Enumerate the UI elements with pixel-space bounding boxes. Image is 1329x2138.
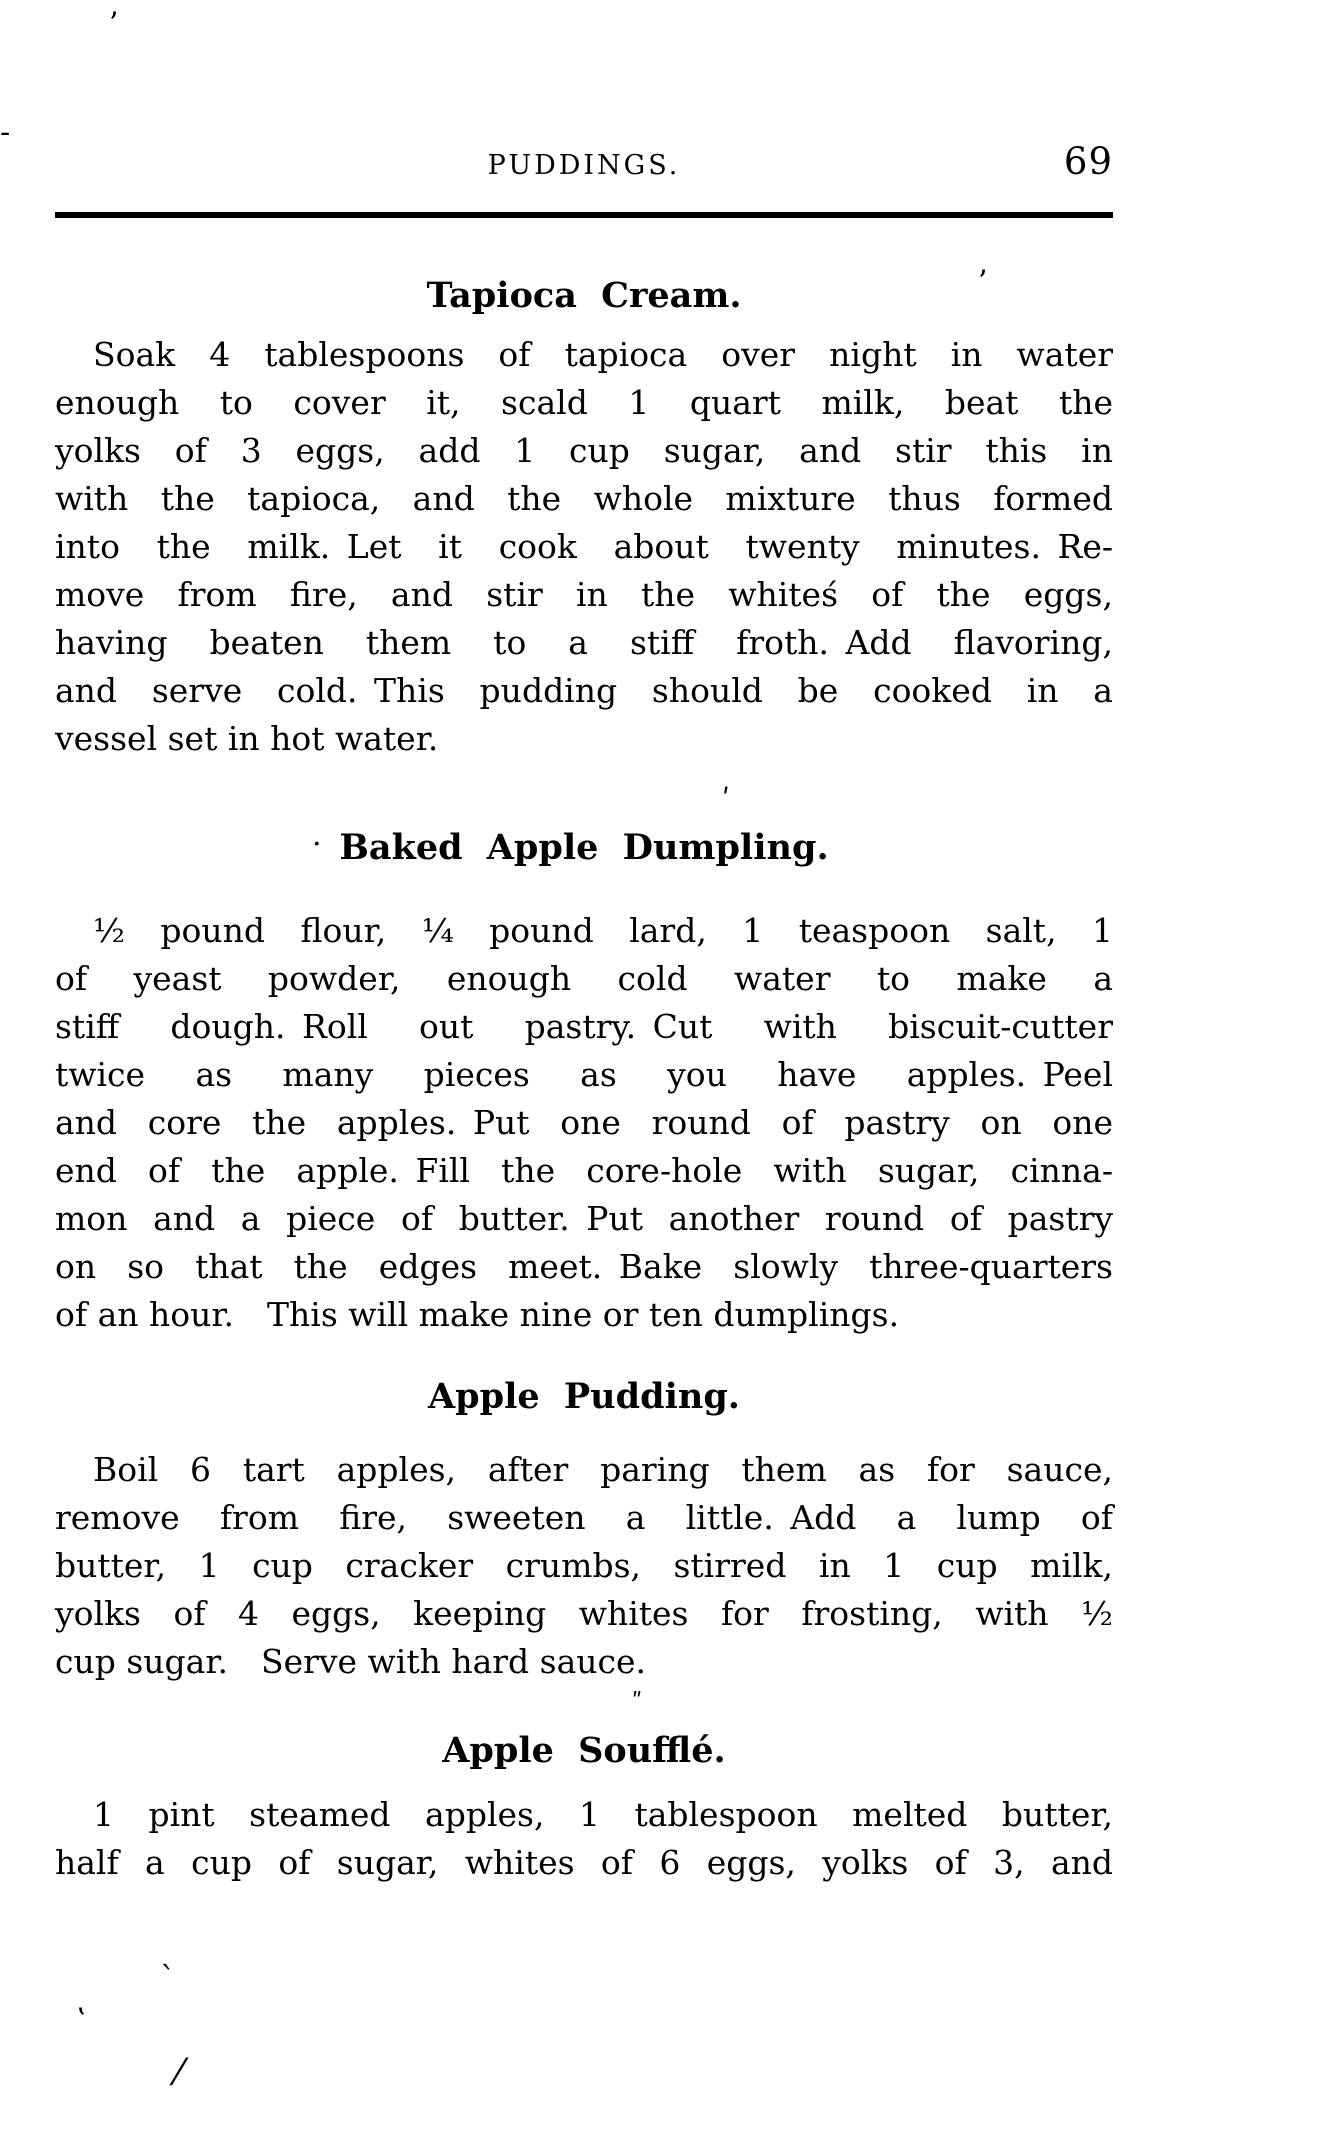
text-line: move from fire, and stir in the whiteś of the eggs, [55,575,1113,614]
text-line: cup sugar. Serve with hard sauce. [55,1642,647,1681]
page-header [55,140,1113,186]
text-line: enough to cover it, scald 1 quart milk, beat the [55,383,1113,422]
text-line: stiff dough. Roll out pastry. Cut with biscuit-cutter [55,1007,1113,1046]
text-line: yolks of 4 eggs, keeping whites for frosting, with ½ [55,1594,1113,1633]
text-line: mon and a piece of butter. Put another round of pastry [55,1199,1113,1238]
text-line: end of the apple. Fill the core-hole with sugar, cinna- [55,1151,1113,1190]
ink-speck: - [0,115,11,150]
text-block [55,0,1113,1887]
text-line: twice as many pieces as you have apples. Peel [55,1055,1113,1094]
text-line: half a cup of sugar, whites of 6 eggs, yolks of 3, and [55,1843,1113,1882]
ink-speck: ʼ [977,265,987,300]
text-line: and core the apples. Put one round of pastry on one [55,1103,1113,1142]
recipe-body [55,907,1113,1339]
recipe-title: Apple Soufflé. [442,1730,726,1771]
text-line: Boil 6 tart apples, after paring them as for sauce, [93,1450,1113,1489]
text-line: Soak 4 tablespoons of tapioca over night in water [93,335,1113,374]
recipe-title: Baked Apple Dumpling. [339,827,829,868]
text-line: into the milk. Let it cook about twenty minutes. Re- [55,527,1113,566]
text-line: of yeast powder, enough cold water to make a [55,959,1113,998]
ink-speck: ʹ [722,783,730,816]
text-line: 1 pint steamed apples, 1 tablespoon melted butter, [93,1795,1113,1834]
ink-speck: ˋ [160,1959,176,1997]
text-line: with the tapioca, and the whole mixture thus formed [55,479,1113,518]
recipe-title: Tapioca Cream. [426,275,742,316]
text-line: on so that the edges meet. Bake slowly three-quarters [55,1247,1113,1286]
header-rule-divider [55,212,1113,218]
text-line: ½ pound flour, ¼ pound lard, 1 teaspoon salt, 1 [93,911,1113,950]
text-line: yolks of 3 eggs, add 1 cup sugar, and stir this in [55,431,1113,470]
text-line: and serve cold. This pudding should be cooked in a [55,671,1113,710]
ink-speck: · [312,827,322,862]
recipe-title: Apple Pudding. [428,1376,740,1417]
recipe-body [55,1791,1113,1887]
ink-speck: ⁄ [176,2053,183,2094]
recipe-section [55,1376,1113,1686]
recipe-section [55,1730,1113,1887]
recipe-section [55,827,1113,1339]
text-line: butter, 1 cup cracker crumbs, stirred in 1 cup milk, [55,1546,1113,1585]
recipe-body [55,331,1113,763]
text-line: vessel set in hot water. [55,719,439,758]
text-line: of an hour. This will make nine or ten dumplings. [55,1295,900,1334]
ink-speck: ʽ [76,2003,86,2038]
recipe-sections [55,275,1113,1887]
ink-speck: ʺ [632,1690,643,1715]
ink-speck: ʼ [108,7,118,42]
running-head: PUDDINGS. [487,150,681,181]
page-number: 69 [1063,140,1113,183]
text-line: having beaten them to a stiff froth. Add flavoring, [55,623,1113,662]
recipe-section [55,275,1113,763]
recipe-body [55,1446,1113,1686]
text-line: remove from fire, sweeten a little. Add a lump of [55,1498,1113,1537]
